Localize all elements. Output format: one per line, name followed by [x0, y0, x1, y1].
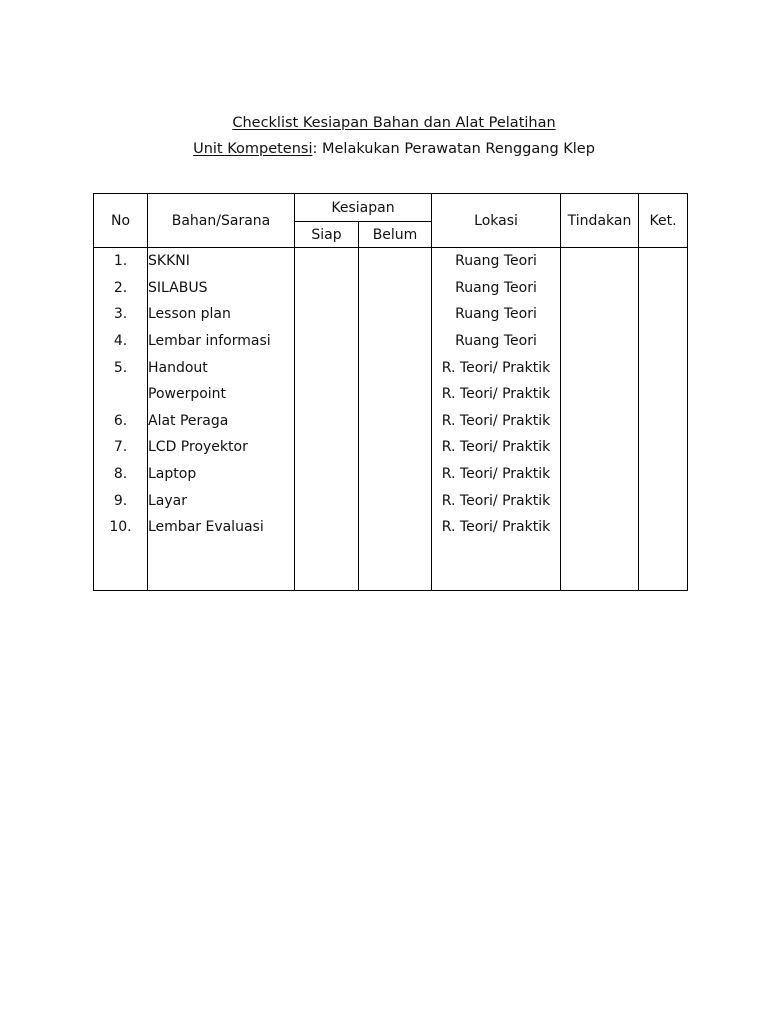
table-row	[94, 408, 688, 435]
action-cell[interactable]	[561, 381, 639, 408]
table-row	[94, 461, 688, 488]
unit-value: Melakukan Perawatan Renggang Klep	[317, 141, 595, 157]
table-body	[94, 248, 688, 591]
row-location: R. Teori/ Praktik	[432, 461, 561, 488]
action-cell[interactable]	[561, 248, 639, 275]
row-number: 5.	[94, 354, 148, 381]
action-cell[interactable]	[561, 434, 639, 461]
note-cell[interactable]	[639, 487, 688, 514]
row-location: R. Teori/ Praktik	[432, 381, 561, 408]
row-number: 6.	[94, 408, 148, 435]
ready-cell[interactable]	[295, 434, 359, 461]
row-number: 8.	[94, 461, 148, 488]
row-location: Ruang Teori	[432, 301, 561, 328]
not-ready-cell[interactable]	[359, 434, 432, 461]
note-cell[interactable]	[639, 381, 688, 408]
not-ready-cell[interactable]	[359, 408, 432, 435]
note-cell[interactable]	[639, 514, 688, 541]
note-cell[interactable]	[639, 248, 688, 275]
table-row	[94, 381, 688, 408]
row-number: 9.	[94, 487, 148, 514]
not-ready-cell[interactable]	[359, 461, 432, 488]
ready-cell[interactable]	[295, 328, 359, 355]
col-header-item: Bahan/Sarana	[148, 194, 295, 248]
note-cell[interactable]	[639, 328, 688, 355]
document-title	[0, 114, 768, 132]
table-row	[94, 487, 688, 514]
not-ready-cell[interactable]	[359, 514, 432, 541]
empty-cell[interactable]	[295, 541, 359, 591]
document-title-text: Checklist Kesiapan Bahan dan Alat Pelatihan	[232, 115, 556, 131]
row-item: Laptop	[148, 461, 295, 488]
note-cell[interactable]	[639, 434, 688, 461]
checklist-table	[93, 193, 688, 591]
not-ready-cell[interactable]	[359, 328, 432, 355]
table-header	[94, 194, 688, 248]
row-item: SILABUS	[148, 275, 295, 302]
action-cell[interactable]	[561, 275, 639, 302]
ready-cell[interactable]	[295, 354, 359, 381]
ready-cell[interactable]	[295, 487, 359, 514]
empty-row	[94, 541, 688, 591]
row-location: R. Teori/ Praktik	[432, 408, 561, 435]
row-item: Layar	[148, 487, 295, 514]
col-header-location: Lokasi	[432, 194, 561, 248]
row-location: R. Teori/ Praktik	[432, 354, 561, 381]
table-row	[94, 248, 688, 275]
row-number: 2.	[94, 275, 148, 302]
col-header-ready: Siap	[295, 222, 359, 248]
row-number: 10.	[94, 514, 148, 541]
ready-cell[interactable]	[295, 514, 359, 541]
ready-cell[interactable]	[295, 381, 359, 408]
row-item: Lembar informasi	[148, 328, 295, 355]
note-cell[interactable]	[639, 461, 688, 488]
row-number: 1.	[94, 248, 148, 275]
table-row	[94, 275, 688, 302]
empty-cell	[148, 541, 295, 591]
row-location: Ruang Teori	[432, 275, 561, 302]
row-location: R. Teori/ Praktik	[432, 434, 561, 461]
table-row	[94, 434, 688, 461]
row-item: Powerpoint	[148, 381, 295, 408]
action-cell[interactable]	[561, 461, 639, 488]
col-header-not-ready: Belum	[359, 222, 432, 248]
note-cell[interactable]	[639, 354, 688, 381]
action-cell[interactable]	[561, 487, 639, 514]
action-cell[interactable]	[561, 328, 639, 355]
empty-cell[interactable]	[639, 541, 688, 591]
empty-cell[interactable]	[561, 541, 639, 591]
row-item: Handout	[148, 354, 295, 381]
note-cell[interactable]	[639, 408, 688, 435]
ready-cell[interactable]	[295, 301, 359, 328]
row-item: Alat Peraga	[148, 408, 295, 435]
row-item: Lesson plan	[148, 301, 295, 328]
row-item: LCD Proyektor	[148, 434, 295, 461]
not-ready-cell[interactable]	[359, 275, 432, 302]
ready-cell[interactable]	[295, 461, 359, 488]
row-location: R. Teori/ Praktik	[432, 487, 561, 514]
action-cell[interactable]	[561, 301, 639, 328]
table-row	[94, 328, 688, 355]
row-location: Ruang Teori	[432, 328, 561, 355]
note-cell[interactable]	[639, 275, 688, 302]
row-item: SKKNI	[148, 248, 295, 275]
not-ready-cell[interactable]	[359, 248, 432, 275]
col-header-readiness: Kesiapan	[295, 194, 432, 222]
ready-cell[interactable]	[295, 275, 359, 302]
table-row	[94, 354, 688, 381]
not-ready-cell[interactable]	[359, 487, 432, 514]
col-header-no: No	[94, 194, 148, 248]
empty-cell[interactable]	[359, 541, 432, 591]
unit-separator: :	[312, 141, 318, 157]
row-location: Ruang Teori	[432, 248, 561, 275]
not-ready-cell[interactable]	[359, 354, 432, 381]
table-row	[94, 514, 688, 541]
ready-cell[interactable]	[295, 248, 359, 275]
table-row	[94, 301, 688, 328]
row-number	[94, 381, 148, 408]
col-header-note: Ket.	[639, 194, 688, 248]
action-cell[interactable]	[561, 408, 639, 435]
unit-heading	[0, 140, 768, 158]
unit-label: Unit Kompetensi	[193, 141, 313, 157]
action-cell[interactable]	[561, 514, 639, 541]
not-ready-cell[interactable]	[359, 381, 432, 408]
row-number: 4.	[94, 328, 148, 355]
row-number: 3.	[94, 301, 148, 328]
empty-cell	[432, 541, 561, 591]
action-cell[interactable]	[561, 354, 639, 381]
note-cell[interactable]	[639, 301, 688, 328]
empty-cell	[94, 541, 148, 591]
row-item: Lembar Evaluasi	[148, 514, 295, 541]
ready-cell[interactable]	[295, 408, 359, 435]
col-header-action: Tindakan	[561, 194, 639, 248]
row-number: 7.	[94, 434, 148, 461]
row-location: R. Teori/ Praktik	[432, 514, 561, 541]
not-ready-cell[interactable]	[359, 301, 432, 328]
